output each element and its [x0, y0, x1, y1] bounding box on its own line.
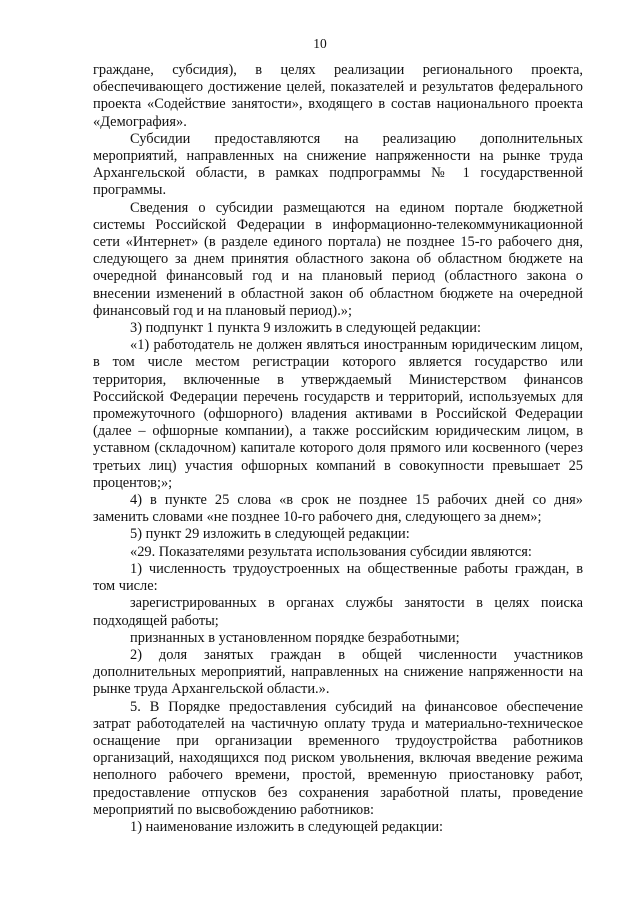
paragraph-registered: зарегистрированных в органах службы занятости в целях поиска подходящей работы;	[93, 595, 583, 629]
paragraph-subitem-1: «1) работодатель не должен являться иностранным юридическим лицом, в том числе местом регистрации которого является государство или территория, включенные в утверждаемый Министерством финансов Российской Федерации перечень государств и территорий, используемых для промежуточного (офшорного) владения активами в Российской Федерации (далее – офшорные компании), а также российским юридическим лицом, в уставном (складочном) капитале которого доля прямого или косвенного (через третьих лиц) участия офшорных компаний в совокупности превышает 25 процентов;»;	[93, 337, 583, 491]
paragraph-item-3: 3) подпункт 1 пункта 9 изложить в следующей редакции:	[130, 320, 481, 337]
paragraph-section-5: 5. В Порядке предоставления субсидий на финансовое обеспечение затрат работодателей на частичную оплату труда и материально-техническое оснащение при организации временного трудоустройства работников организаций, находящихся под риском увольнения, включая введение режима неполного рабочего времени, простой, временную приостановку работ, предоставление отпусков без сохранения заработной платы, проведение мероприятий по высвобождению работников:	[93, 698, 583, 818]
paragraph-item-5: 5) пункт 29 изложить в следующей редакции:	[130, 526, 410, 543]
paragraph-name-change: 1) наименование изложить в следующей редакции:	[130, 818, 444, 835]
document-body	[93, 62, 583, 836]
paragraph-continuation: граждане, субсидия), в целях реализации регионального проекта, обеспечивающего достижение целей, показателей и результатов федерального проекта «Содействие занятости», входящего в состав национального проекта «Демография».	[93, 62, 583, 130]
page-number: 10	[313, 36, 327, 51]
paragraph-unemployed: признанных в установленном порядке безработными;	[130, 629, 460, 646]
paragraph-clause-29: «29. Показателями результата использования субсидии являются:	[130, 543, 532, 560]
paragraph-portal-info: Сведения о субсидии размещаются на едином портале бюджетной системы Российской Федерации в информационно-телекоммуникационной сети «Интернет» (в разделе единого портала) не позднее 15-го рабочего дня, следующего за днем принятия областного закона об областном бюджете на очередной финансовый год и на плановый период (областного закона о внесении изменений в областной закон об областном бюджете на очередной финансовый год и на плановый период).»;	[93, 199, 583, 319]
paragraph-subsidy-purpose: Субсидии предоставляются на реализацию дополнительных мероприятий, направленных на снижение напряженности на рынке труда Архангельской области, в рамках подпрограммы № 1 государственной программы.	[93, 130, 583, 199]
paragraph-item-4: 4) в пункте 25 слова «в срок не позднее 15 рабочих дней со дня» заменить словами «не позднее 10-го рабочего дня, следующего за днем»;	[93, 492, 583, 526]
paragraph-indicator-1: 1) численность трудоустроенных на общественные работы граждан, в том числе:	[93, 560, 583, 595]
paragraph-indicator-2: 2) доля занятых граждан в общей численности участников дополнительных мероприятий, направленных на снижение напряженности на рынке труда Архангельской области.».	[93, 646, 583, 698]
